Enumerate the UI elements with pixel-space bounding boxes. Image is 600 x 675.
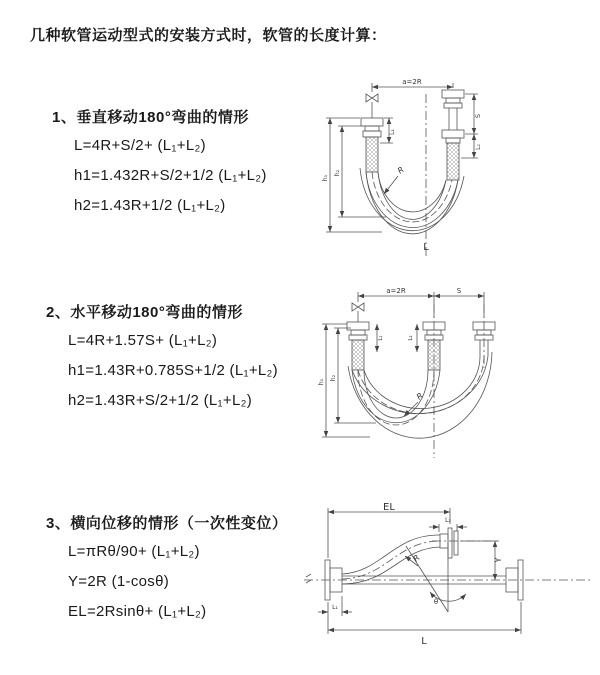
dim-l1-label: L₁ xyxy=(332,604,338,611)
dim-el-label: EL xyxy=(383,502,395,513)
formula-h1: h1=1.43R+0.785S+1/2 (L₁+L₂) xyxy=(68,362,278,379)
formula-l: L=4R+S/2+ (L₁+L₂) xyxy=(74,137,206,154)
page-title: 几种软管运动型式的安装方式时，软管的长度计算： xyxy=(30,27,387,44)
flange xyxy=(448,528,452,558)
dim-h1-label: h₁ xyxy=(318,378,325,386)
diagram-lateral-displacement xyxy=(298,500,595,658)
radius-label: R xyxy=(411,553,422,564)
dim-h2-label: h₂ xyxy=(330,374,337,382)
section-2-formulas xyxy=(68,326,278,416)
formula-el: EL=2Rsinθ+ (L₁+L₂) xyxy=(68,603,207,620)
diagram-vertical-180-bend xyxy=(322,70,588,262)
section-1-formulas xyxy=(74,131,267,221)
braided-hose xyxy=(366,137,378,172)
dim-l2-label: L₂ xyxy=(408,335,414,341)
formula-h1: h1=1.432R+S/2+1/2 (L₁+L₂) xyxy=(74,167,267,184)
valve-icon xyxy=(366,94,378,102)
section-1-heading: 1、垂直移动180°弯曲的情形 xyxy=(52,109,249,126)
braided-hose xyxy=(352,340,364,370)
dim-s-label: S xyxy=(474,113,482,119)
dim-h2-label: h₂ xyxy=(334,169,341,177)
diagram-horizontal-180-bend xyxy=(318,282,590,464)
dim-a2r-label: a=2R xyxy=(386,287,406,295)
section-3 xyxy=(46,512,287,627)
section-1 xyxy=(52,106,267,221)
valve-icon xyxy=(352,303,364,311)
section-3-formulas xyxy=(68,537,287,627)
dim-l1-label: L₁ xyxy=(389,129,396,135)
formula-y: Y=2R (1-cosθ) xyxy=(68,573,170,590)
dim-l-label: L xyxy=(421,636,427,647)
braided-hose xyxy=(428,340,440,370)
radius-label: R xyxy=(395,165,406,176)
formula-h2: h2=1.43R+1/2 (L₁+L₂) xyxy=(74,197,226,214)
formula-h2: h2=1.43R+S/2+1/2 (L₁+L₂) xyxy=(68,392,253,409)
dim-l2-label: L₂ xyxy=(445,517,451,524)
section-2-heading: 2、水平移动180°弯曲的情形 xyxy=(46,304,243,321)
section-2 xyxy=(46,301,278,416)
section-3-heading: 3、横向位移的情形（一次性变位） xyxy=(46,515,288,532)
angle-label: θ xyxy=(433,598,439,606)
dim-h1-label: h₁ xyxy=(322,174,329,182)
formula-l: L=πRθ/90+ (L₁+L₂) xyxy=(68,543,200,560)
formula-l: L=4R+1.57S+ (L₁+L₂) xyxy=(68,332,218,349)
dim-y-label: Y xyxy=(494,557,503,563)
dim-a2r-label: a=2R xyxy=(402,78,422,86)
radius-label: R xyxy=(414,391,425,402)
dim-l2-label: L₂ xyxy=(475,144,482,150)
dim-l1-label: L₁ xyxy=(378,335,384,341)
braided-hose xyxy=(447,143,459,180)
length-label: L xyxy=(423,242,429,253)
dim-s-label: S xyxy=(456,287,462,295)
